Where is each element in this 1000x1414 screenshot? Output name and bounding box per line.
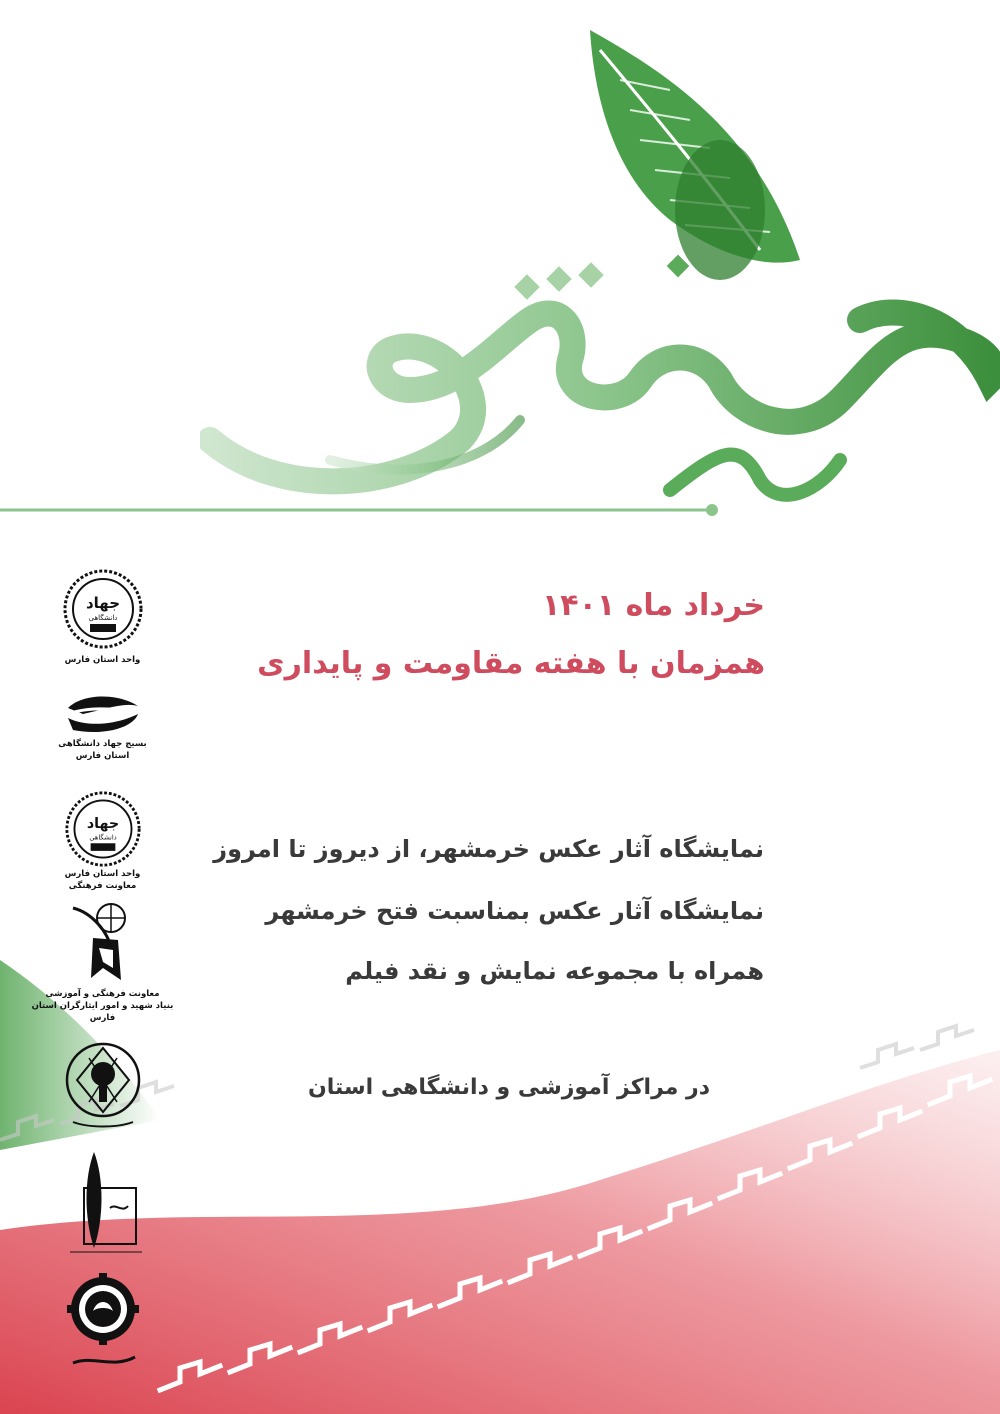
divider-line (0, 500, 1000, 520)
sponsor-bonyad-shahid (30, 898, 175, 1024)
description-line-1: نمایشگاه آثار عکس خرمشهر، از دیروز تا امروز (213, 835, 764, 863)
svg-text:دانشگاهی: دانشگاهی (88, 614, 117, 622)
logo-caption: واحد استان فارس (64, 869, 141, 879)
logo-caption: معاونت فرهنگی و آموزشی (45, 989, 160, 999)
sponsor-jahad-fars (30, 568, 175, 666)
calligraphy-dots (514, 255, 689, 300)
jahad-daneshgahi-logo (62, 568, 144, 650)
jahad-daneshgahi-logo (64, 790, 142, 868)
description-line-2: نمایشگاه آثار عکس بمناسبت فتح خرمشهر (265, 897, 764, 925)
event-week: همزمان با هفته مقاومت و پایداری (257, 646, 765, 681)
khorramshahr-calligraphy (200, 20, 1000, 520)
bonyad-shahid-logo (63, 898, 143, 988)
logo-caption: واحد استان فارس (64, 655, 141, 665)
sponsor-jahad-cultural (30, 790, 175, 892)
honar-shiraz-logo (60, 1148, 146, 1258)
leaf-icon (590, 30, 800, 280)
svg-text:جهاد: جهاد (85, 594, 120, 612)
basij-jahad-logo (63, 688, 143, 738)
logo-caption-2: بنیاد شهید و امور ایثارگران استان فارس (31, 1001, 174, 1023)
logo-caption: بسیج جهاد دانشگاهی (58, 739, 147, 749)
logo-caption-2: معاونت فرهنگی (68, 881, 137, 891)
svg-text:دانشگاهی: دانشگاهی (88, 833, 117, 842)
description-venue: در مراکز آموزشی و دانشگاهی استان (307, 1075, 710, 1100)
shiraz-university-of-technology-logo (63, 1273, 143, 1373)
calligraphy-stroke-3 (670, 455, 840, 495)
sponsor-shiraz-tech (30, 1273, 175, 1373)
svg-text:جهاد: جهاد (86, 816, 119, 833)
university-emblem-logo (59, 1038, 147, 1130)
logo-caption-2: استان فارس (75, 751, 130, 761)
sponsor-honar-shiraz (30, 1148, 175, 1258)
description-line-3: همراه با مجموعه نمایش و نقد فیلم (345, 957, 764, 985)
sponsor-university-emblem (30, 1038, 175, 1130)
event-date: خرداد ماه ۱۴۰۱ (541, 588, 765, 623)
sponsor-basij (30, 688, 175, 762)
